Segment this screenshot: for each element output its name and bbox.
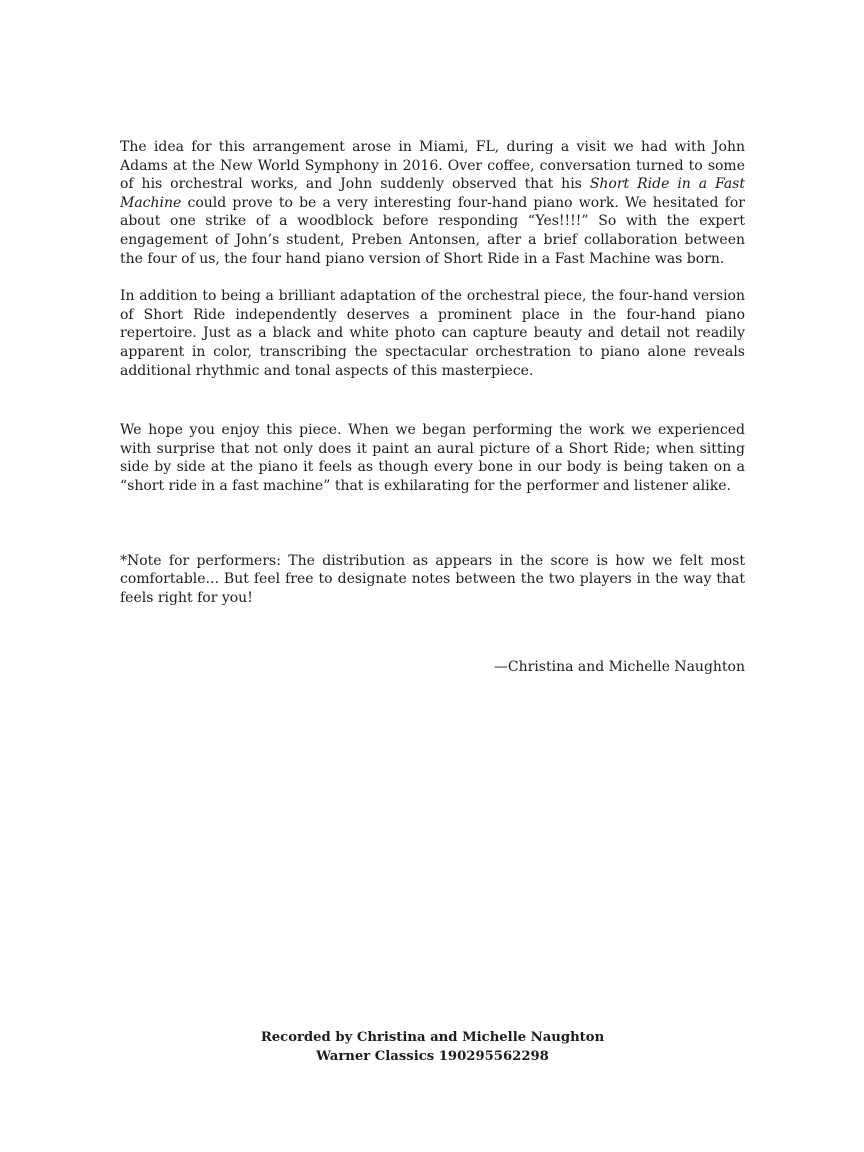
paragraph-enjoy: We hope you enjoy this piece. When we began performing the work we experienced with surprise that not only does it paint an aural picture of a Short Ride; when sitting side by side at the piano it feels as though every bone in our body is being taken on a “short ride in a fast machine” that is exhilarating for the performer and listener alike.: [120, 422, 745, 494]
paragraph-adaptation: In addition to being a brilliant adaptation of the orchestral piece, the four-hand version of Short Ride independently deserves a prominent place in the four-hand piano repertoire. Just as a black and white photo can capture beauty and detail not readily apparent in color, transcribing the spectacular orchestration to piano alone reveals additional rhythmic and tonal aspects of this masterpiece.: [120, 288, 745, 379]
paragraph-origin: [120, 138, 745, 268]
recording-credit: [120, 1029, 745, 1066]
paragraph-origin-text-post: could prove to be a very interesting four-hand piano work. We hesitated for about one strike of a woodblock before responding “Yes!!!!” So with the expert engagement of John’s student, Preben Antonsen, after a brief collaboration between the four of us, the four hand piano version of Short Ride in a Fast Machine was born.: [120, 194, 745, 267]
signature-line: —Christina and Michelle Naughton: [493, 659, 745, 676]
recording-credit-line2: Warner Classics 190295562298: [316, 1048, 549, 1064]
preface-text-block: [120, 138, 745, 677]
work-title-italic: Short Ride in a Fast Machine: [120, 176, 745, 211]
paragraph-performer-note: *Note for performers: The distribution as appears in the score is how we felt most comfortable... But feel free to designate notes between the two players in the way that feels right for you!: [120, 552, 745, 606]
recording-credit-line1: Recorded by Christina and Michelle Naughton: [260, 1030, 605, 1045]
paragraph-origin-text-pre: The idea for this arrangement arose in Miami, FL, during a visit we had with John Adams at the New World Symphony in 2016. Over coffee, conversation turned to some of his orchestral works, and John suddenly observed that his: [120, 139, 745, 193]
